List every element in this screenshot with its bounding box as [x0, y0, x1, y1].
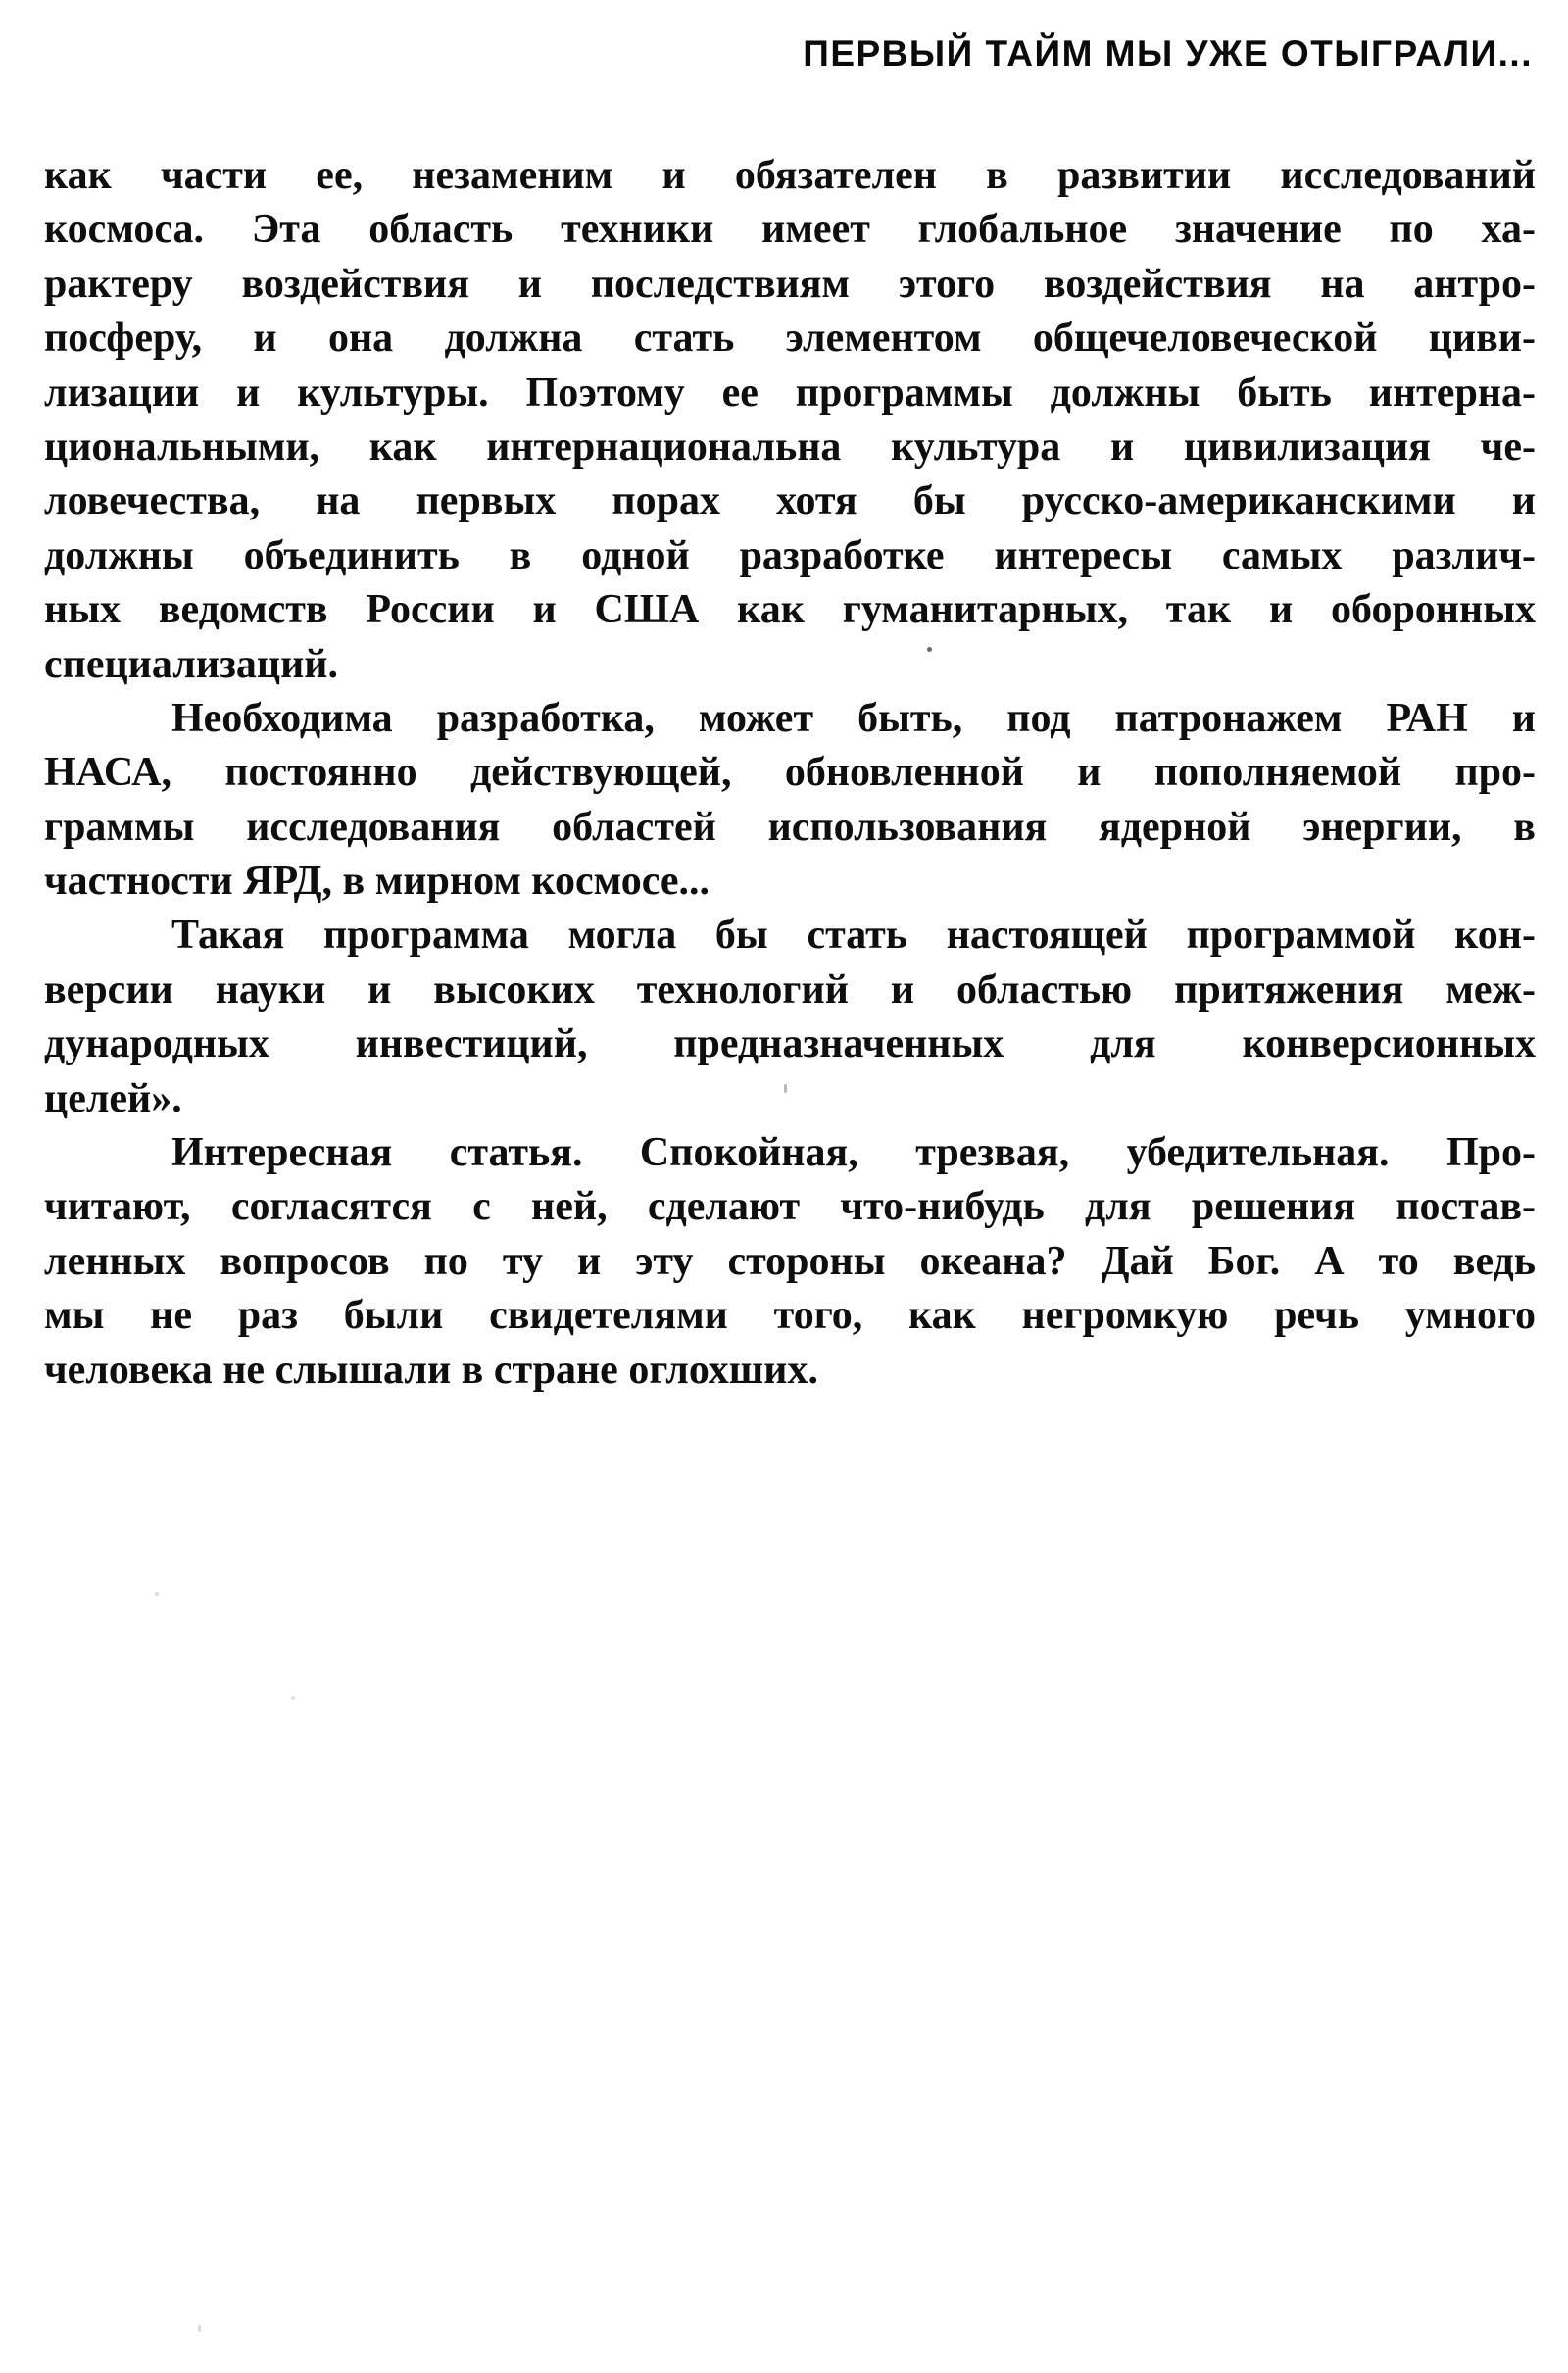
text-line: целей». [44, 1075, 182, 1121]
text-line: Интересная статья. Спокойная, трезвая, убедительная. Про- [172, 1130, 1536, 1176]
text-line: граммы исследования областей использования ядерной энергии, в [44, 804, 1536, 850]
text-line: ных ведомств России и США как гуманитарных, так и оборонных [44, 587, 1536, 633]
text-line: лизации и культуры. Поэтому ее программы должны быть интерна- [44, 370, 1536, 416]
text-line: ленных вопросов по ту и эту стороны океана? Дай Бог. А то ведь [44, 1238, 1536, 1284]
paragraph-3 [44, 909, 1536, 1126]
text-line: космоса. Эта область техники имеет глобальное значение по ха- [44, 207, 1536, 253]
scan-speck [927, 647, 932, 652]
paragraph-4 [44, 1126, 1536, 1398]
text-line: мы не раз были свидетелями того, как негромкую речь умного [44, 1293, 1536, 1339]
text-line: ловечества, на первых порах хотя бы русско-американскими и [44, 478, 1536, 524]
scan-speck [198, 2325, 201, 2332]
text-line: частности ЯРД, в мирном космосе... [44, 859, 710, 905]
paragraph-1 [44, 149, 1536, 692]
text-line: специализаций. [44, 641, 338, 687]
text-line: читают, согласятся с ней, сделают что-нибудь для решения постав- [44, 1184, 1536, 1230]
text-line: человека не слышали в стране оглохших. [44, 1347, 818, 1393]
text-line: дународных инвестиций, предназначенных для конверсионных [44, 1021, 1536, 1067]
scan-speck [291, 1696, 295, 1700]
text-line: посферу, и она должна стать элементом общечеловеческой циви- [44, 316, 1536, 362]
text-line: должны объединить в одной разработке интересы самых различ- [44, 532, 1536, 578]
text-line: циональными, как интернациональна культура и цивилизация че- [44, 423, 1536, 470]
text-line: как части ее, незаменим и обязателен в развитии исследований [44, 153, 1536, 198]
body-text [44, 149, 1536, 1398]
text-line: Необходима разработка, может быть, под патронажем РАН и [172, 695, 1536, 741]
text-line: рактеру воздействия и последствиям этого воздействия на антро- [44, 261, 1536, 307]
text-line: версии науки и высоких технологий и областью притяжения меж- [44, 966, 1536, 1013]
running-header: ПЕРВЫЙ ТАЙМ МЫ УЖЕ ОТЫГРАЛИ... [803, 33, 1533, 74]
scan-speck [784, 1084, 787, 1093]
text-line: НАСА, постоянно действующей, обновленной и пополняемой про- [44, 750, 1536, 796]
scan-speck [155, 1592, 159, 1596]
paragraph-2 [44, 692, 1536, 910]
text-line: Такая программа могла бы стать настоящей программой кон- [172, 913, 1536, 959]
